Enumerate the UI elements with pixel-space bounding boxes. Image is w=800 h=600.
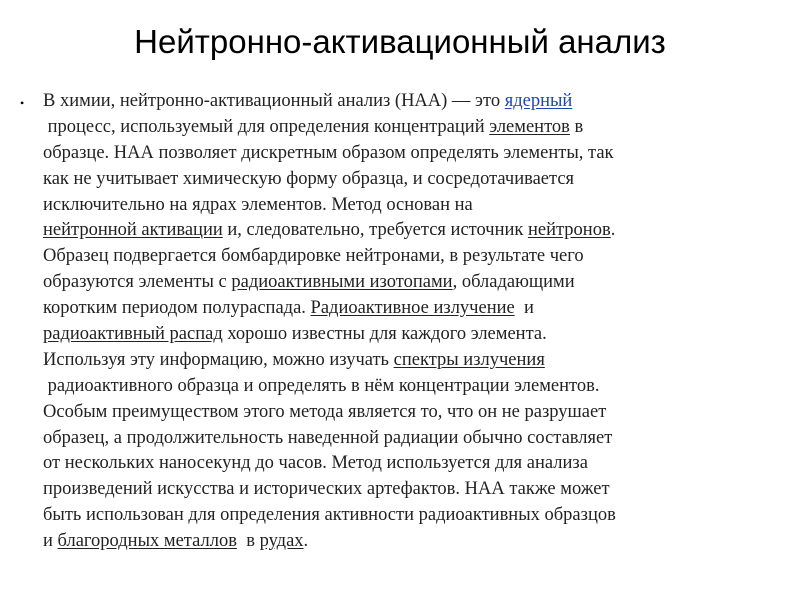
text-segment: . <box>610 220 616 241</box>
text-line <box>43 426 763 452</box>
hyperlink[interactable]: благородных металлов <box>57 531 237 552</box>
hyperlink[interactable]: ядерный <box>504 91 573 111</box>
text-segment: в <box>569 116 584 137</box>
text-line <box>43 244 763 270</box>
text-segment: хорошо известны для каждого элемента. <box>222 324 547 345</box>
text-segment: Особым преимуществом этого метода является то, что он не разрушает <box>43 401 607 422</box>
text-line <box>43 89 763 115</box>
text-segment: как не учитывает химическую форму образца, и сосредотачивается <box>43 168 575 189</box>
text-line <box>43 167 763 193</box>
hyperlink[interactable]: спектры излучения <box>393 349 545 370</box>
text-line <box>43 529 763 555</box>
text-segment: образце. НАА позволяет дискретным образом определять элементы, так <box>43 142 614 163</box>
text-segment: , обладающими <box>452 272 575 293</box>
text-line <box>43 374 763 400</box>
hyperlink[interactable]: нейтронов <box>527 220 611 241</box>
text-line <box>43 218 763 244</box>
text-segment: и <box>43 531 58 552</box>
text-segment: и <box>514 298 534 319</box>
text-line <box>43 141 763 167</box>
text-segment: и, следовательно, требуется источник <box>222 220 528 241</box>
hyperlink[interactable]: элементов <box>489 116 570 137</box>
text-line <box>43 270 763 296</box>
text-line <box>43 322 763 348</box>
text-segment: от нескольких наносекунд до часов. Метод используется для анализа <box>43 453 588 474</box>
hyperlink[interactable]: радиоактивный распад <box>43 324 223 345</box>
text-line <box>43 503 763 529</box>
text-line <box>43 193 763 219</box>
text-segment: В химии, нейтронно-активационный анализ (НАА) — это <box>43 91 505 111</box>
text-line <box>43 477 763 503</box>
slide-title: Нейтронно-активационный анализ <box>134 23 666 60</box>
text-segment: в <box>236 531 260 552</box>
bullet-icon: • <box>20 96 25 110</box>
text-segment: произведений искусства и исторических артефактов. НАА также может <box>43 479 610 500</box>
text-segment: процесс, используемый для определения концентраций <box>43 116 490 137</box>
text-line <box>43 348 763 374</box>
hyperlink[interactable]: радиоактивными изотопами <box>231 272 453 293</box>
hyperlink[interactable]: рудах <box>259 531 304 552</box>
text-segment: . <box>303 531 309 552</box>
text-line <box>43 400 763 426</box>
hyperlink[interactable]: Радиоактивное излучение <box>310 298 515 319</box>
text-segment: исключительно на ядрах элементов. Метод основан на <box>43 194 473 215</box>
text-segment: образуются элементы с <box>43 272 232 293</box>
text-segment: быть использован для определения активности радиоактивных образцов <box>43 505 616 526</box>
text-segment: коротким периодом полураспада. <box>43 298 311 319</box>
text-segment: Используя эту информацию, можно изучать <box>43 349 394 370</box>
text-segment: Образец подвергается бомбардировке нейтронами, в результате чего <box>43 246 584 267</box>
text-line <box>43 296 763 322</box>
text-segment: образец, а продолжительность наведенной радиации обычно составляет <box>43 427 613 448</box>
text-line <box>43 115 763 141</box>
hyperlink[interactable]: нейтронной активации <box>43 220 223 241</box>
text-segment: радиоактивного образца и определять в нём концентрации элементов. <box>43 375 600 396</box>
body-paragraph <box>43 89 763 555</box>
text-line <box>43 451 763 477</box>
